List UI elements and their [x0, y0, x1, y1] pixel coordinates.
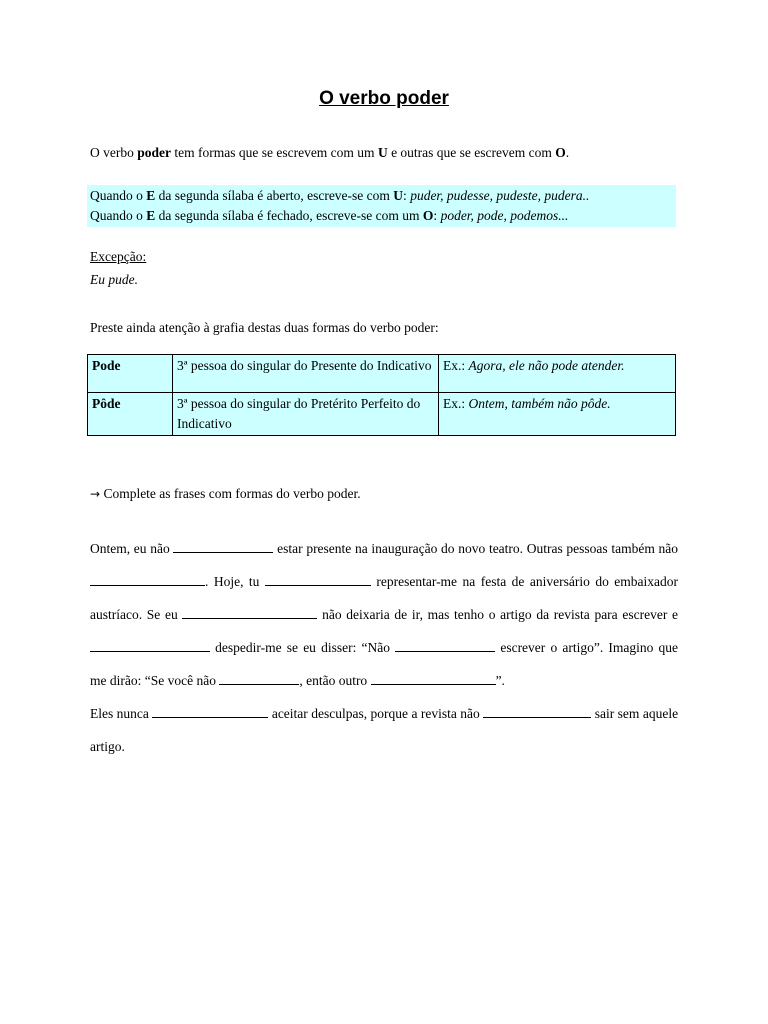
- exception-heading: Excepção:: [90, 249, 147, 264]
- blank-field[interactable]: [90, 571, 205, 586]
- blank-field[interactable]: [219, 670, 299, 685]
- exercise-paragraph: Eles nunca aceitar desculpas, porque a revista não sair sem aquele artigo.: [90, 697, 678, 763]
- exercise-instruction: → Complete as frases com formas do verbo poder.: [90, 486, 361, 501]
- description-cell: 3ª pessoa do singular do Presente do Indicativo: [173, 355, 439, 393]
- table-row: [88, 355, 676, 393]
- table-row: [88, 393, 676, 436]
- description-cell: 3ª pessoa do singular do Pretérito Perfeito do Indicativo: [173, 393, 439, 436]
- page-title: O verbo poder: [319, 88, 449, 109]
- attention-paragraph: Preste ainda atenção à grafia destas duas formas do verbo poder:: [90, 320, 439, 335]
- blank-field[interactable]: [90, 637, 210, 652]
- blank-field[interactable]: [371, 670, 496, 685]
- exercise-paragraph: Ontem, eu não estar presente na inauguração do novo teatro. Outras pessoas também não . Hoje, tu representar-me na festa de aniversário do embaixador austríaco. Se eu não deixaria de ir, mas tenho o artigo da revista para escrever e despedir-me se eu disser: “Não escrever o artigo”. Imagino que me dirão: “Se você não , então outro ”.: [90, 532, 678, 697]
- blank-field[interactable]: [395, 637, 495, 652]
- example-cell: Ex.: Agora, ele não pode atender.: [439, 355, 676, 393]
- exception-text: Eu pude.: [90, 272, 138, 287]
- rules-highlight-box: [87, 185, 676, 227]
- blank-field[interactable]: [483, 703, 591, 718]
- rule-line-o: Quando o E da segunda sílaba é fechado, escreve-se com um O: poder, pode, podemos...: [90, 208, 569, 223]
- blank-field[interactable]: [173, 538, 273, 553]
- form-cell: Pode: [88, 355, 173, 393]
- example-cell: Ex.: Ontem, também não pôde.: [439, 393, 676, 436]
- blank-field[interactable]: [152, 703, 268, 718]
- exercise-text: [90, 532, 678, 763]
- intro-paragraph: O verbo poder tem formas que se escrevem com um U e outras que se escrevem com O.: [90, 145, 570, 160]
- form-cell: Pôde: [88, 393, 173, 436]
- blank-field[interactable]: [182, 604, 317, 619]
- blank-field[interactable]: [265, 571, 371, 586]
- rule-line-u: Quando o E da segunda sílaba é aberto, escreve-se com U: puder, pudesse, pudeste, pudera..: [90, 188, 590, 203]
- verb-forms-table: [87, 354, 676, 436]
- arrow-right-icon: →: [90, 487, 101, 501]
